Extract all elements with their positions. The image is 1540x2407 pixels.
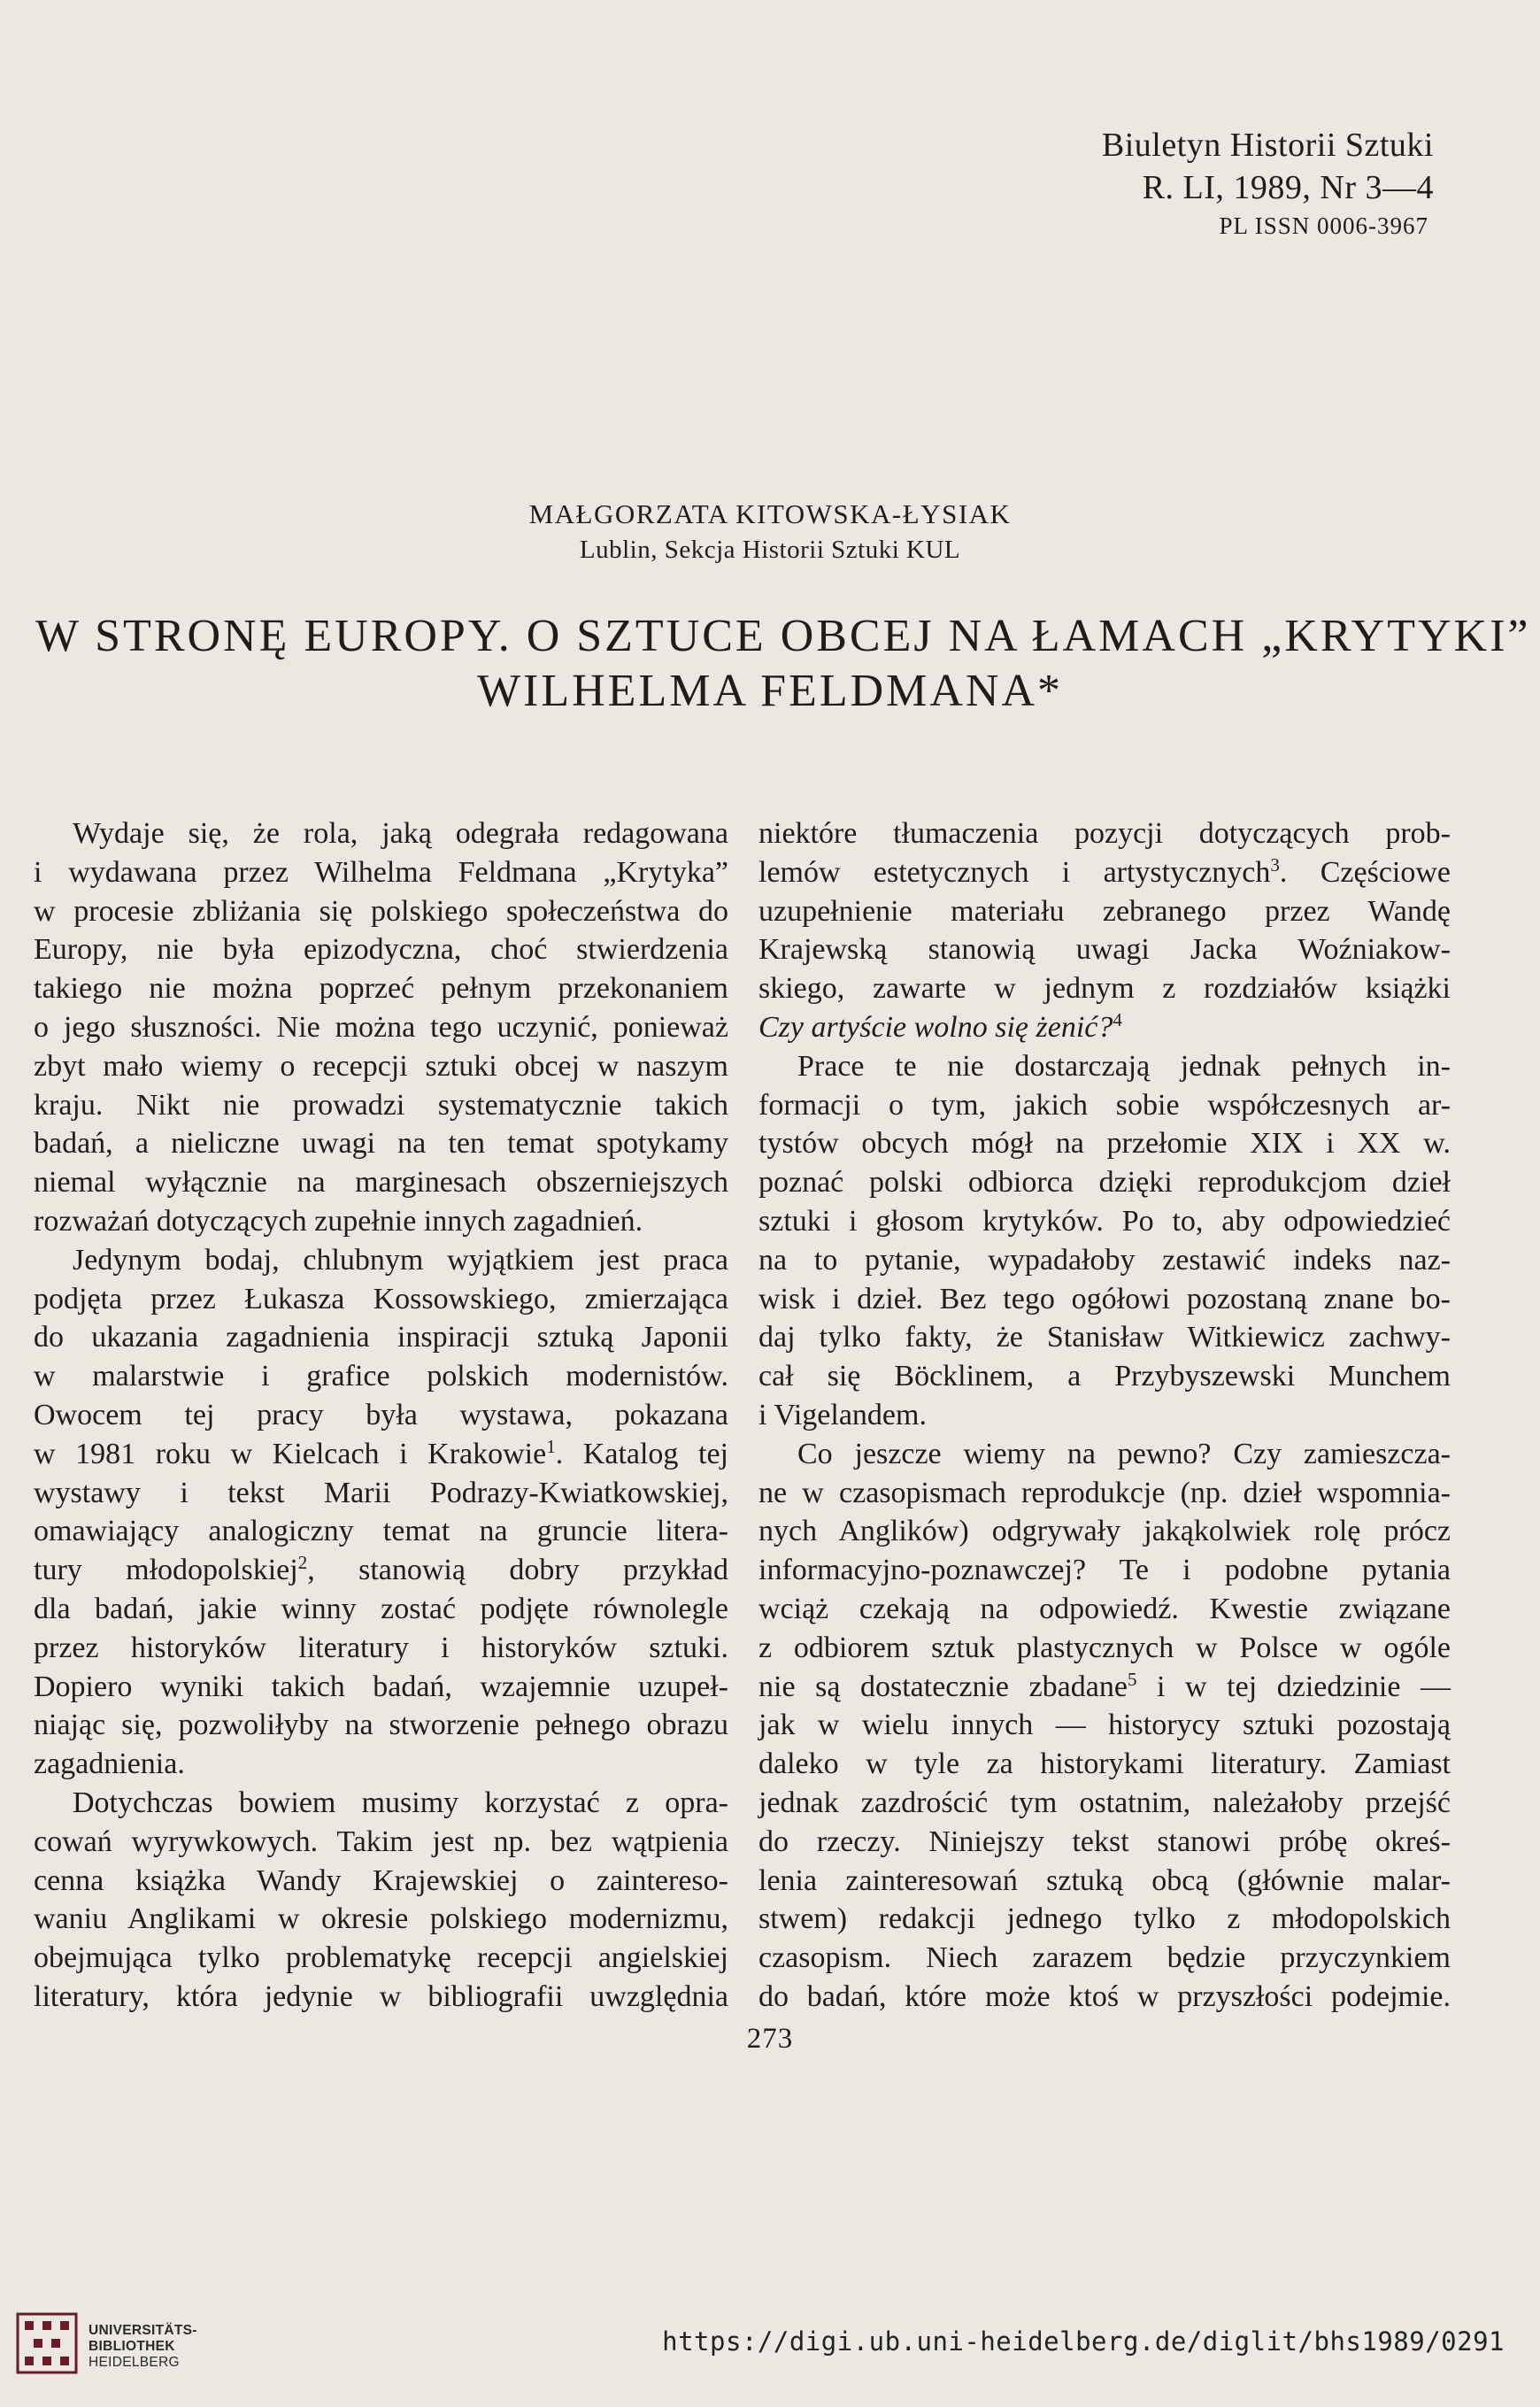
- text-segment: tury młodopolskiej: [34, 1554, 298, 1587]
- text-line: Dotychczas bowiem musimy korzystać z opra-: [73, 1786, 728, 1819]
- text-line: jednak zazdrościć tym ostatnim, należałoby przejść: [758, 1786, 1451, 1819]
- text-line: formacji o tym, jakich sobie współczesnych ar-: [758, 1088, 1451, 1122]
- text-segment: nie są dostatecznie zbadane: [758, 1670, 1128, 1703]
- text-line: wystawy i tekst Marii Podrazy-Kwiatkowskiej,: [34, 1476, 728, 1509]
- library-name-line: HEIDELBERG: [89, 2355, 180, 2370]
- text-line: badań, a nieliczne uwagi na ten temat spotykamy: [34, 1127, 728, 1161]
- footnote-ref-5: 5: [1127, 1668, 1137, 1690]
- text-line: wciąż czekają na odpowiedź. Kwestie związane: [758, 1592, 1451, 1625]
- text-line: daj tylko fakty, że Stanisław Witkiewicz zachwy-: [758, 1321, 1451, 1354]
- text-line: zagadnienia.: [34, 1747, 185, 1781]
- source-url-link[interactable]: https://digi.ub.uni-heidelberg.de/diglit/bhs1989/0291: [662, 2326, 1505, 2357]
- text-line: nych Anglików) odgrywały jakąkolwiek rolę prócz: [758, 1515, 1451, 1548]
- text-line: do rzeczy. Niniejszy tekst stanowi próbę okreś-: [758, 1825, 1451, 1858]
- text-line: [758, 1008, 1451, 1047]
- text-segment: i w tej dziedzinie —: [1136, 1670, 1451, 1703]
- footnote-ref-2: 2: [297, 1552, 308, 1574]
- text-line: na to pytanie, wypadałoby zestawić indeks naz-: [758, 1243, 1451, 1277]
- text-line: Krajewską stanowią uwagi Jacka Woźniakow-: [758, 933, 1451, 967]
- text-line: [34, 1435, 728, 1474]
- text-line: waniu Anglikami w okresie polskiego modernizmu,: [34, 1902, 728, 1936]
- article-title: [35, 609, 1531, 719]
- text-line: przez historyków literatury i historyków sztuki.: [34, 1631, 728, 1664]
- text-line: w procesie zbliżania się polskiego społeczeństwa do: [34, 894, 728, 928]
- book-title: Czy artyście wolno się żenić?: [758, 1010, 1113, 1044]
- text-line: informacyjno-poznawczej? Te i podobne pytania: [758, 1554, 1451, 1587]
- text-line: niemal wyłącznie na marginesach obszerniejszych: [34, 1166, 728, 1200]
- library-name-line: UNIVERSITÄTS-: [89, 2323, 197, 2338]
- text-line: uzupełnienie materiału zebranego przez Wandę: [758, 894, 1451, 928]
- text-line: daleko w tyle za historykami literatury. Zamiast: [758, 1747, 1451, 1781]
- footnote-ref-4: 4: [1113, 1008, 1122, 1030]
- journal-issn: PL ISSN 0006-3967: [1219, 212, 1428, 239]
- left-column: [34, 814, 728, 2017]
- text-segment: . Częściowe: [1279, 855, 1451, 889]
- text-line: do badań, które może ktoś w przyszłości podejmie.: [758, 1979, 1451, 2013]
- footnote-ref-3: 3: [1270, 853, 1280, 876]
- library-name: [89, 2323, 197, 2371]
- right-column: [758, 814, 1451, 2017]
- text-line: Prace te nie dostarczają jednak pełnych in-: [797, 1049, 1451, 1083]
- text-line: niektóre tłumaczenia pozycji dotyczących prob-: [758, 817, 1451, 850]
- text-line: Wydaje się, że rola, jaką odegrała redagowana: [73, 817, 728, 850]
- journal-title: Biuletyn Historii Sztuki: [1101, 127, 1434, 164]
- author-name: MAŁGORZATA KITOWSKA-ŁYSIAK: [528, 498, 1012, 529]
- text-line: cenna książka Wandy Krajewskiej o zaintereso-: [34, 1863, 728, 1897]
- text-line: skiego, zawarte w jednym z rozdziałów książki: [758, 972, 1451, 1006]
- journal-volume: R. LI, 1989, Nr 3—4: [1142, 169, 1434, 206]
- article-title-line-1: W STRONĘ EUROPY. O SZTUCE OBCEJ NA ŁAMACH „KRYTYKI”: [35, 611, 1531, 661]
- text-line: podjęta przez Łukasza Kossowskiego, zmierzająca: [34, 1282, 728, 1315]
- university-library-logo-icon: [16, 2312, 78, 2374]
- text-line: o jego słuszności. Nie można tego uczynić, ponieważ: [34, 1010, 728, 1044]
- article-title-line-2: WILHELMA FELDMANA*: [476, 666, 1064, 716]
- text-segment: . Katalog tej: [555, 1437, 728, 1470]
- library-footer: [0, 2293, 1540, 2399]
- text-segment: lemów estetycznych i artystycznych: [758, 855, 1271, 889]
- text-line: [34, 1551, 728, 1590]
- text-line: obejmująca tylko problematykę recepcji angielskiej: [34, 1941, 728, 1975]
- author-affiliation: Lublin, Sekcja Historii Sztuki KUL: [579, 536, 961, 564]
- text-line: cał się Böcklinem, a Przybyszewski Munchem: [758, 1360, 1451, 1393]
- text-line: Jedynym bodaj, chlubnym wyjątkiem jest praca: [73, 1243, 728, 1277]
- text-line: [758, 1668, 1451, 1707]
- text-line: tystów obcych mógł na przełomie XIX i XX w.: [758, 1127, 1451, 1161]
- author-block: [0, 496, 1540, 567]
- text-line: poznać polski odbiorca dzięki reprodukcjom dzieł: [758, 1166, 1451, 1200]
- text-line: i wydawana przez Wilhelma Feldmana „Krytyka”: [34, 855, 728, 889]
- text-line: ne w czasopismach reprodukcje (np. dzieł wspomnia-: [758, 1476, 1451, 1509]
- text-line: niając się, pozwoliłyby na stworzenie pełnego obrazu: [34, 1709, 728, 1742]
- text-line: rozważań dotyczących zupełnie innych zagadnień.: [34, 1204, 643, 1238]
- text-line: z odbiorem sztuk plastycznych w Polsce w ogóle: [758, 1631, 1451, 1664]
- text-line: Co jeszcze wiemy na pewno? Czy zamieszcza-: [797, 1437, 1451, 1470]
- text-line: [758, 853, 1451, 892]
- text-line: do ukazania zagadnienia inspiracji sztuką Japonii: [34, 1321, 728, 1354]
- text-line: kraju. Nikt nie prowadzi systematycznie takich: [34, 1088, 728, 1122]
- text-segment: w 1981 roku w Kielcach i Krakowie: [34, 1437, 547, 1470]
- text-line: stwem) redakcji jednego tylko z młodopolskich: [758, 1902, 1451, 1936]
- text-line: Europy, nie była epizodyczna, choć stwierdzenia: [34, 933, 728, 967]
- text-segment: , stanowią dobry przykład: [307, 1554, 728, 1587]
- text-line: zbyt mało wiemy o recepcji sztuki obcej w naszym: [34, 1049, 728, 1083]
- text-line: w malarstwie i grafice polskich modernistów.: [34, 1360, 728, 1393]
- text-line: literatury, która jedynie w bibliografii uwzględnia: [34, 1979, 728, 2013]
- text-line: Dopiero wyniki takich badań, wzajemnie uzupeł-: [34, 1670, 728, 1703]
- text-line: i Vigelandem.: [758, 1398, 927, 1431]
- text-line: omawiający analogiczny temat na gruncie litera-: [34, 1515, 728, 1548]
- text-line: wisk i dzieł. Bez tego ogółowi pozostaną znane bo-: [758, 1282, 1451, 1315]
- library-name-line: BIBLIOTHEK: [89, 2339, 175, 2354]
- journal-header: [1102, 124, 1434, 243]
- text-line: czasopism. Niech zarazem będzie przyczynkiem: [758, 1941, 1451, 1975]
- text-line: jak w wielu innych — historycy sztuki pozostają: [758, 1709, 1451, 1742]
- text-line: cowań wyrywkowych. Takim jest np. bez wątpienia: [34, 1825, 728, 1858]
- text-line: lenia zainteresowań sztuką obcą (głównie malar-: [758, 1863, 1451, 1897]
- text-line: dla badań, jakie winny zostać podjęte równolegle: [34, 1592, 728, 1625]
- text-line: Owocem tej pracy była wystawa, pokazana: [34, 1398, 728, 1431]
- footnote-ref-1: 1: [546, 1435, 556, 1457]
- page-number: 273: [746, 2023, 794, 2055]
- text-line: takiego nie można poprzeć pełnym przekonaniem: [34, 972, 728, 1006]
- text-line: sztuki i głosom krytyków. Po to, aby odpowiedzieć: [758, 1204, 1451, 1238]
